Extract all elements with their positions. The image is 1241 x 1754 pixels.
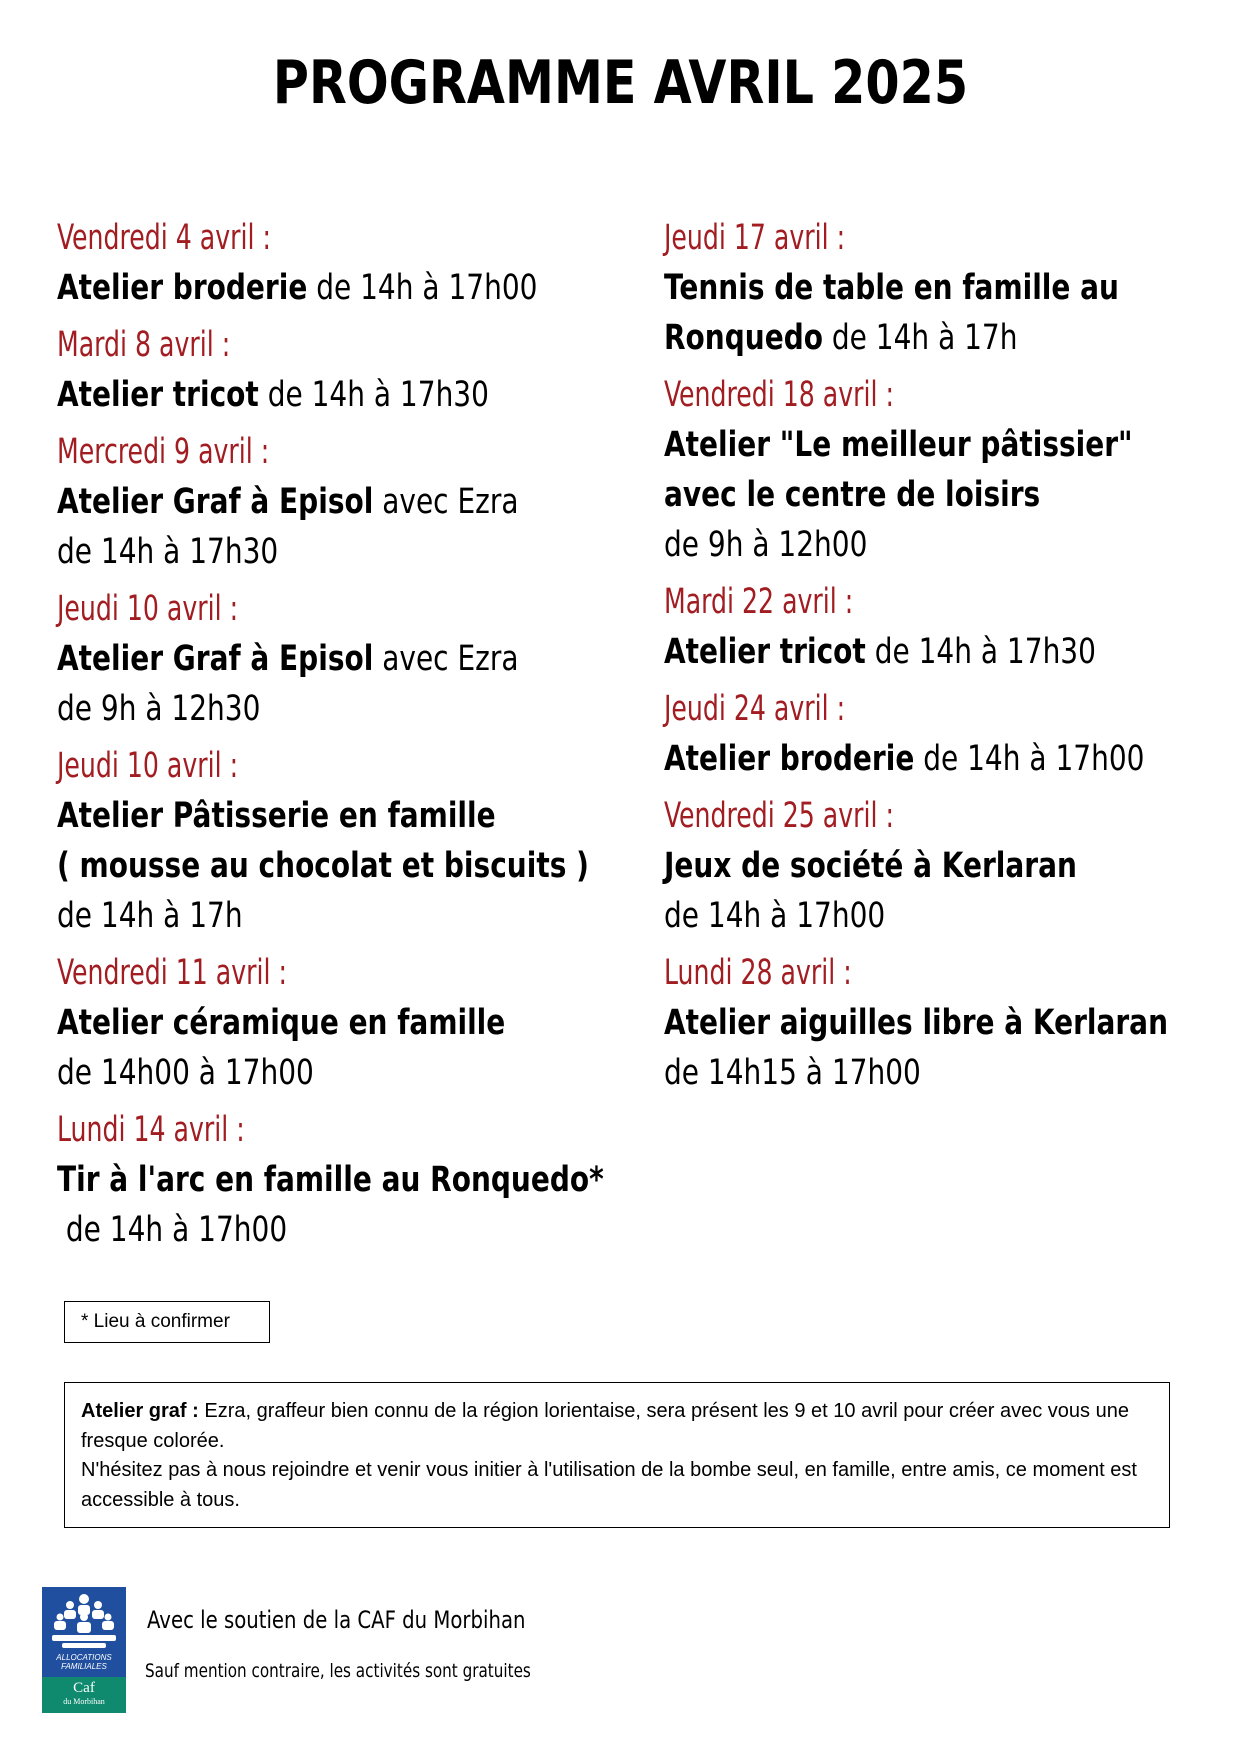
event-time: de 14h à 17h00 — [914, 739, 1145, 779]
event-title: Atelier céramique en famille — [57, 1003, 506, 1043]
event-item — [57, 214, 617, 321]
event-time: de 14h à 17h00 — [307, 268, 538, 308]
event-date: Mardi 8 avril : — [57, 325, 231, 365]
event-title: Jeux de société à Kerlaran — [664, 846, 1077, 886]
event-line — [664, 420, 1224, 470]
event-line — [664, 627, 1224, 677]
event-line — [664, 841, 1224, 891]
event-date: Vendredi 4 avril : — [57, 218, 271, 258]
event-title: Tennis de table en famille au — [664, 268, 1119, 308]
event-line — [664, 891, 1224, 941]
info-box — [64, 1382, 1170, 1528]
event-date: Lundi 14 avril : — [57, 1110, 245, 1150]
event-title: Atelier Pâtisserie en famille — [57, 796, 496, 836]
event-title: Atelier tricot — [57, 375, 259, 415]
event-time: avec Ezra — [373, 639, 519, 679]
event-time: de 14h à 17h — [822, 318, 1018, 358]
event-line — [664, 1048, 1224, 1098]
event-date: Jeudi 10 avril : — [57, 589, 239, 629]
event-date: Mardi 22 avril : — [664, 582, 854, 622]
event-line — [664, 470, 1224, 520]
event-line — [664, 263, 1224, 313]
event-line — [57, 370, 617, 420]
left-column — [57, 214, 617, 1263]
event-item — [664, 214, 1224, 371]
info-label: Atelier graf : — [81, 1400, 199, 1422]
event-title: Atelier Graf à Episol — [57, 639, 374, 679]
event-title: Atelier tricot — [664, 632, 866, 672]
event-date: Lundi 28 avril : — [664, 953, 852, 993]
event-line — [57, 684, 617, 734]
event-item — [57, 428, 617, 585]
event-date: Jeudi 17 avril : — [664, 218, 846, 258]
event-date: Jeudi 10 avril : — [57, 746, 239, 786]
event-date: Mercredi 9 avril : — [57, 432, 270, 472]
event-title: Atelier "Le meilleur pâtissier" — [664, 425, 1133, 465]
logo-af-text: ALLOCATIONS FAMILIALES — [56, 1653, 112, 1671]
event-line — [57, 1048, 617, 1098]
event-time: de 14h à 17h30 — [57, 532, 279, 572]
event-line — [57, 527, 617, 577]
event-title: Atelier Graf à Episol — [57, 482, 374, 522]
event-time: de 9h à 12h30 — [57, 689, 261, 729]
event-line — [57, 791, 617, 841]
event-title: Atelier broderie — [664, 739, 915, 779]
event-title: Atelier aiguilles libre à Kerlaran — [664, 1003, 1169, 1043]
caf-logo — [42, 1587, 126, 1713]
event-time: avec Ezra — [373, 482, 519, 522]
event-time: de 14h00 à 17h00 — [57, 1053, 314, 1093]
event-title: Atelier broderie — [57, 268, 308, 308]
page-title: PROGRAMME AVRIL 2025 — [272, 48, 969, 118]
event-line — [57, 891, 617, 941]
location-note: * Lieu à confirmer — [64, 1301, 270, 1343]
disclaimer-text: Sauf mention contraire, les activités sont gratuites — [145, 1660, 531, 1682]
event-line — [57, 634, 617, 684]
info-text-1: Ezra, graffeur bien connu de la région lorientaise, sera présent les 9 et 10 avril pour créer avec vous une fresque colorée. — [81, 1400, 1129, 1452]
event-title: Ronquedo — [664, 318, 823, 358]
event-item — [57, 585, 617, 742]
event-time: de 14h à 17h30 — [865, 632, 1096, 672]
event-line — [664, 734, 1224, 784]
event-title: Tir à l'arc en famille au Ronquedo* — [57, 1160, 604, 1200]
event-line — [57, 998, 617, 1048]
event-item — [57, 1106, 617, 1263]
event-date: Vendredi 25 avril : — [664, 796, 894, 836]
event-item — [664, 578, 1224, 685]
event-item — [57, 949, 617, 1106]
event-time: de 14h15 à 17h00 — [664, 1053, 921, 1093]
event-item — [664, 371, 1224, 578]
event-date: Vendredi 18 avril : — [664, 375, 894, 415]
event-line — [664, 998, 1224, 1048]
event-item — [664, 792, 1224, 949]
event-date: Jeudi 24 avril : — [664, 689, 846, 729]
event-time: de 9h à 12h00 — [664, 525, 868, 565]
event-line — [57, 477, 617, 527]
event-line — [664, 313, 1224, 363]
event-date: Vendredi 11 avril : — [57, 953, 287, 993]
info-text-2: N'hésitez pas à nous rejoindre et venir vous initier à l'utilisation de la bombe seul, en famille, entre amis, ce moment est accessible à tous. — [81, 1459, 1137, 1511]
event-item — [664, 685, 1224, 792]
event-title: ( mousse au chocolat et biscuits ) — [57, 846, 589, 886]
event-time: de 14h à 17h30 — [258, 375, 489, 415]
event-line — [664, 520, 1224, 570]
event-time: de 14h à 17h00 — [57, 1210, 288, 1250]
event-line — [57, 841, 617, 891]
event-line — [57, 263, 617, 313]
logo-caf-band: Caf du Morbihan — [42, 1677, 126, 1713]
event-title: avec le centre de loisirs — [664, 475, 1041, 515]
event-line — [57, 1205, 617, 1255]
event-item — [664, 949, 1224, 1106]
event-item — [57, 321, 617, 428]
event-item — [57, 742, 617, 949]
event-time: de 14h à 17h — [57, 896, 243, 936]
event-time: de 14h à 17h00 — [664, 896, 886, 936]
family-icon — [48, 1591, 120, 1653]
right-column — [664, 214, 1224, 1106]
support-text: Avec le soutien de la CAF du Morbihan — [147, 1606, 526, 1634]
event-line — [57, 1155, 617, 1205]
